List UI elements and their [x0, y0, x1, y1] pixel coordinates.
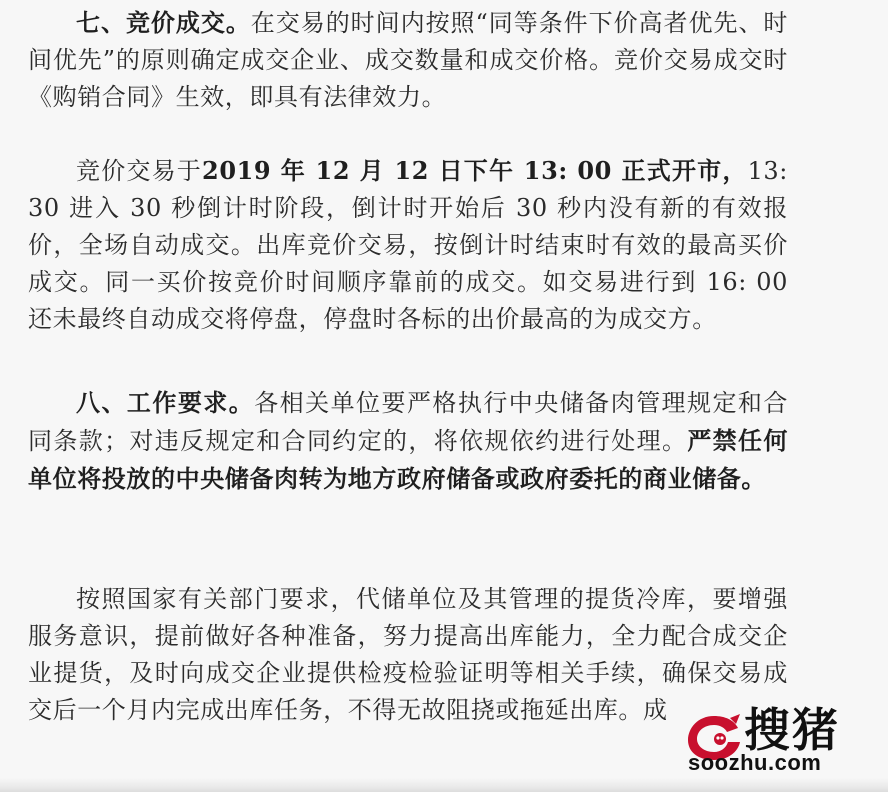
paragraph-text: 按照国家有关部门要求，代储单位及其管理的提货冷库，要增强服务意识，提前做好各种准备，努力提高出库能力，全力配合成交企业提货，及时向成交企业提供检疫检验证明等相关手续，确保交易成交后一个月内完成出库任务，不得无故阻挠或拖延出库。成	[28, 585, 788, 724]
paragraph-lead: 竞价交易于	[76, 157, 203, 185]
watermark-title: 搜猪	[744, 703, 840, 757]
paragraph-auction-time	[28, 152, 788, 338]
opening-time: 2019 年 12 月 12 日下午 13: 00 正式开市，	[202, 156, 748, 185]
watermark	[684, 694, 874, 784]
prohibition-text: 严禁任何单位将投放的中央储备肉转为地方政府储备或政府委托的商业储备。	[28, 426, 788, 493]
paragraph-cold-storage	[28, 581, 788, 729]
paragraph-work-requirements	[28, 384, 788, 498]
section-heading-eight: 八、工作要求。	[76, 388, 255, 417]
paragraph-text: 13: 30 进入 30 秒倒计时阶段，倒计时开始后 30 秒内没有新的有效报价，全场自动成交。出库竞价交易，按倒计时结束时有效的最高买价成交。同一买价按竞价时间顺序靠前的成交。如交易进行到 16: 00 还未最终自动成交将停盘，停盘时各标的出价最高的为成交方。	[28, 157, 788, 333]
paragraph-text: 各相关单位要严格执行中央储备肉管理规定和合同条款；对违反规定和合同约定的，将依规依约进行处理。	[28, 389, 788, 455]
section-heading-seven: 七、竞价成交。	[76, 8, 251, 37]
paragraph-auction-settlement	[28, 4, 788, 116]
watermark-url: soozhu.com	[688, 750, 822, 775]
paragraph-text: 在交易的时间内按照“同等条件下价高者优先、时间优先”的原则确定成交企业、成交数量和成交价格。竞价交易成交时《购销合同》生效，即具有法律效力。	[28, 9, 789, 111]
